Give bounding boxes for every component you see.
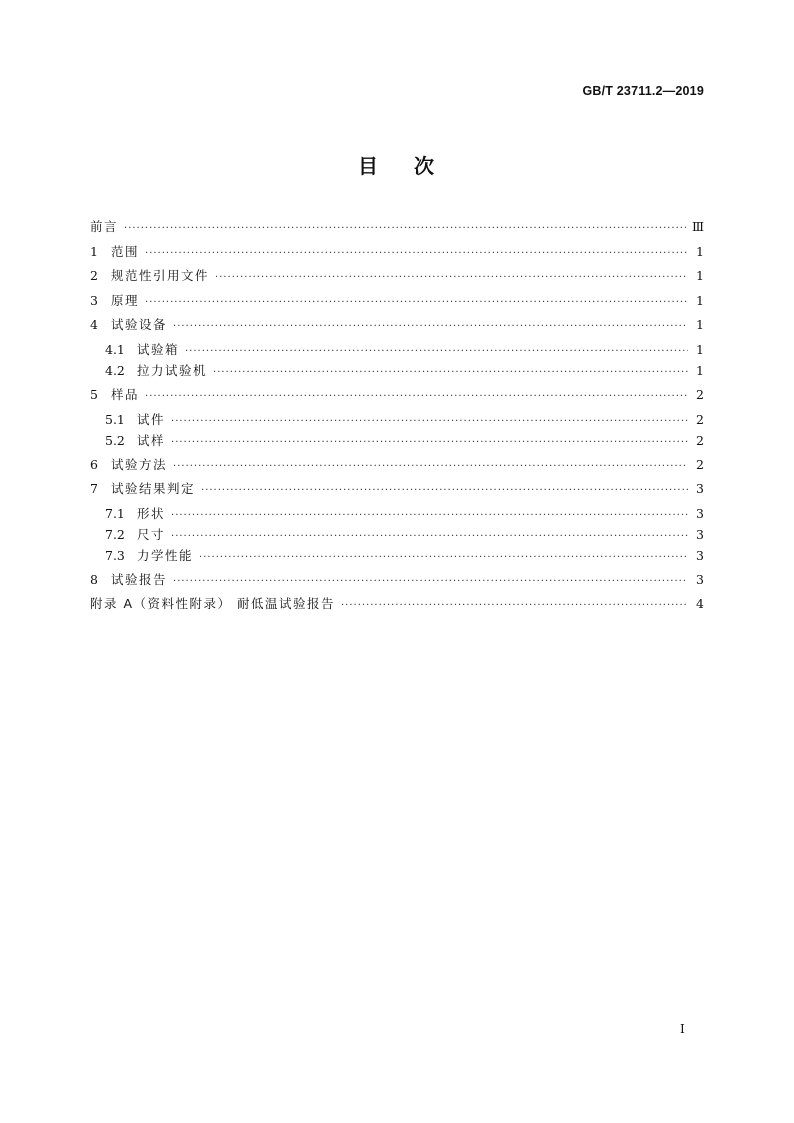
toc-dot-leader bbox=[173, 461, 688, 472]
toc-entry-title: 试样 bbox=[137, 432, 166, 448]
toc-entry-page: 3 bbox=[696, 571, 704, 587]
toc-entry-label-group bbox=[90, 570, 167, 588]
toc-entry-title: 前言 bbox=[90, 219, 119, 234]
toc-entry-label-group bbox=[90, 291, 139, 309]
toc-entry-number: 6 bbox=[90, 456, 98, 472]
toc-entry-title: 原理 bbox=[111, 292, 140, 308]
toc-entry[interactable] bbox=[90, 455, 704, 480]
page-title bbox=[0, 150, 794, 179]
toc-entry-page: 2 bbox=[696, 456, 704, 472]
toc-entry[interactable] bbox=[90, 525, 704, 546]
toc-entry-label-group bbox=[90, 315, 167, 333]
toc-dot-leader bbox=[171, 531, 688, 542]
toc-entry-label-group bbox=[90, 217, 118, 235]
toc-entry-page: 1 bbox=[696, 243, 704, 259]
toc-entry[interactable] bbox=[90, 504, 704, 525]
toc-entry-label-group bbox=[90, 479, 195, 497]
toc-entry-label-group bbox=[90, 242, 139, 260]
toc-entry-title: 范围 bbox=[111, 243, 140, 259]
toc-entry-number: 4.1 bbox=[105, 341, 125, 357]
toc-entry-page: Ⅲ bbox=[691, 219, 704, 234]
toc-dot-leader bbox=[213, 367, 688, 378]
toc-entry-page: 2 bbox=[696, 432, 704, 448]
toc-entry-number: 4 bbox=[90, 317, 98, 333]
toc-entry[interactable] bbox=[90, 570, 704, 595]
toc-dot-leader bbox=[201, 485, 688, 496]
title-part-2: 次 bbox=[414, 154, 436, 178]
toc-entry-page: 1 bbox=[696, 341, 704, 357]
toc-entry-title: 试验箱 bbox=[137, 341, 180, 357]
toc-entry-number: 5 bbox=[90, 386, 98, 402]
toc-entry[interactable] bbox=[90, 266, 704, 291]
toc-entry-page: 3 bbox=[696, 505, 704, 521]
toc-entry[interactable] bbox=[90, 361, 704, 382]
toc-entry[interactable] bbox=[90, 242, 704, 267]
toc-entry-number: 7 bbox=[90, 481, 98, 497]
toc-dot-leader bbox=[171, 416, 688, 427]
toc-entry-label-group bbox=[90, 410, 165, 428]
toc-dot-leader bbox=[215, 272, 688, 283]
toc-entry-label-group bbox=[90, 340, 179, 358]
toc-entry-number: 7.1 bbox=[105, 505, 125, 521]
toc-entry[interactable] bbox=[90, 217, 704, 242]
toc-entry-page: 2 bbox=[696, 386, 704, 402]
toc-entry-number: 5.2 bbox=[105, 432, 125, 448]
toc-entry-title: 附录 A（资料性附录） 耐低温试验报告 bbox=[90, 596, 335, 612]
toc-entry-page: 1 bbox=[696, 268, 704, 284]
toc-entry[interactable] bbox=[90, 385, 704, 410]
toc-dot-leader bbox=[124, 223, 686, 234]
toc-entry-label-group bbox=[90, 431, 165, 449]
toc-entry-page: 4 bbox=[696, 596, 704, 612]
toc-dot-leader bbox=[173, 576, 688, 587]
toc-entry-label-group bbox=[90, 594, 335, 612]
toc-entry-title: 规范性引用文件 bbox=[111, 268, 210, 284]
toc-entry-page: 3 bbox=[696, 526, 704, 542]
toc-entry[interactable] bbox=[90, 410, 704, 431]
toc-entry-title: 力学性能 bbox=[137, 547, 194, 563]
toc-entry-label-group bbox=[90, 385, 139, 403]
toc-entry-page: 1 bbox=[696, 292, 704, 308]
toc-entry-label-group bbox=[90, 504, 165, 522]
toc-entry-title: 形状 bbox=[137, 505, 166, 521]
toc-dot-leader bbox=[171, 437, 688, 448]
toc-entry-title: 试件 bbox=[137, 411, 166, 427]
toc-entry[interactable] bbox=[90, 546, 704, 567]
toc-entry[interactable] bbox=[90, 594, 704, 619]
toc-entry[interactable] bbox=[90, 340, 704, 361]
toc-dot-leader bbox=[171, 510, 688, 521]
toc-entry-title: 试验结果判定 bbox=[111, 481, 196, 497]
toc-dot-leader bbox=[185, 346, 688, 357]
toc-entry[interactable] bbox=[90, 291, 704, 316]
toc-entry-label-group bbox=[90, 266, 209, 284]
toc-dot-leader bbox=[173, 321, 688, 332]
toc-entry-page: 1 bbox=[696, 317, 704, 333]
standard-code: GB/T 23711.2—2019 bbox=[582, 84, 704, 98]
toc-entry-number: 7.2 bbox=[105, 526, 125, 542]
table-of-contents bbox=[90, 217, 704, 619]
title-part-1: 目 bbox=[358, 154, 380, 178]
toc-entry-number: 8 bbox=[90, 571, 98, 587]
toc-entry-label-group bbox=[90, 361, 207, 379]
toc-entry-label-group bbox=[90, 455, 167, 473]
toc-entry-number: 1 bbox=[90, 243, 98, 259]
toc-entry-title: 尺寸 bbox=[137, 526, 166, 542]
toc-entry-page: 3 bbox=[696, 547, 704, 563]
toc-entry-number: 2 bbox=[90, 268, 98, 284]
toc-entry-number: 4.2 bbox=[105, 362, 125, 378]
toc-entry-number: 7.3 bbox=[105, 547, 125, 563]
toc-entry-title: 试验设备 bbox=[111, 317, 168, 333]
toc-entry-title: 样品 bbox=[111, 386, 140, 402]
toc-entry-number: 5.1 bbox=[105, 411, 125, 427]
footer-page-number: I bbox=[680, 1022, 685, 1036]
toc-entry-number: 3 bbox=[90, 292, 98, 308]
toc-dot-leader bbox=[199, 552, 688, 563]
toc-entry-page: 2 bbox=[696, 411, 704, 427]
toc-dot-leader bbox=[145, 248, 688, 259]
toc-entry-title: 试验报告 bbox=[111, 571, 168, 587]
toc-entry[interactable] bbox=[90, 479, 704, 504]
toc-dot-leader bbox=[341, 600, 688, 611]
toc-entry-label-group bbox=[90, 525, 165, 543]
toc-entry-title: 试验方法 bbox=[111, 456, 168, 472]
toc-entry[interactable] bbox=[90, 315, 704, 340]
toc-entry-label-group bbox=[90, 546, 193, 564]
toc-entry-title: 拉力试验机 bbox=[137, 362, 208, 378]
toc-dot-leader bbox=[145, 391, 688, 402]
toc-entry-page: 1 bbox=[696, 362, 704, 378]
toc-entry[interactable] bbox=[90, 431, 704, 452]
toc-entry-page: 3 bbox=[696, 481, 704, 497]
toc-dot-leader bbox=[145, 297, 688, 308]
